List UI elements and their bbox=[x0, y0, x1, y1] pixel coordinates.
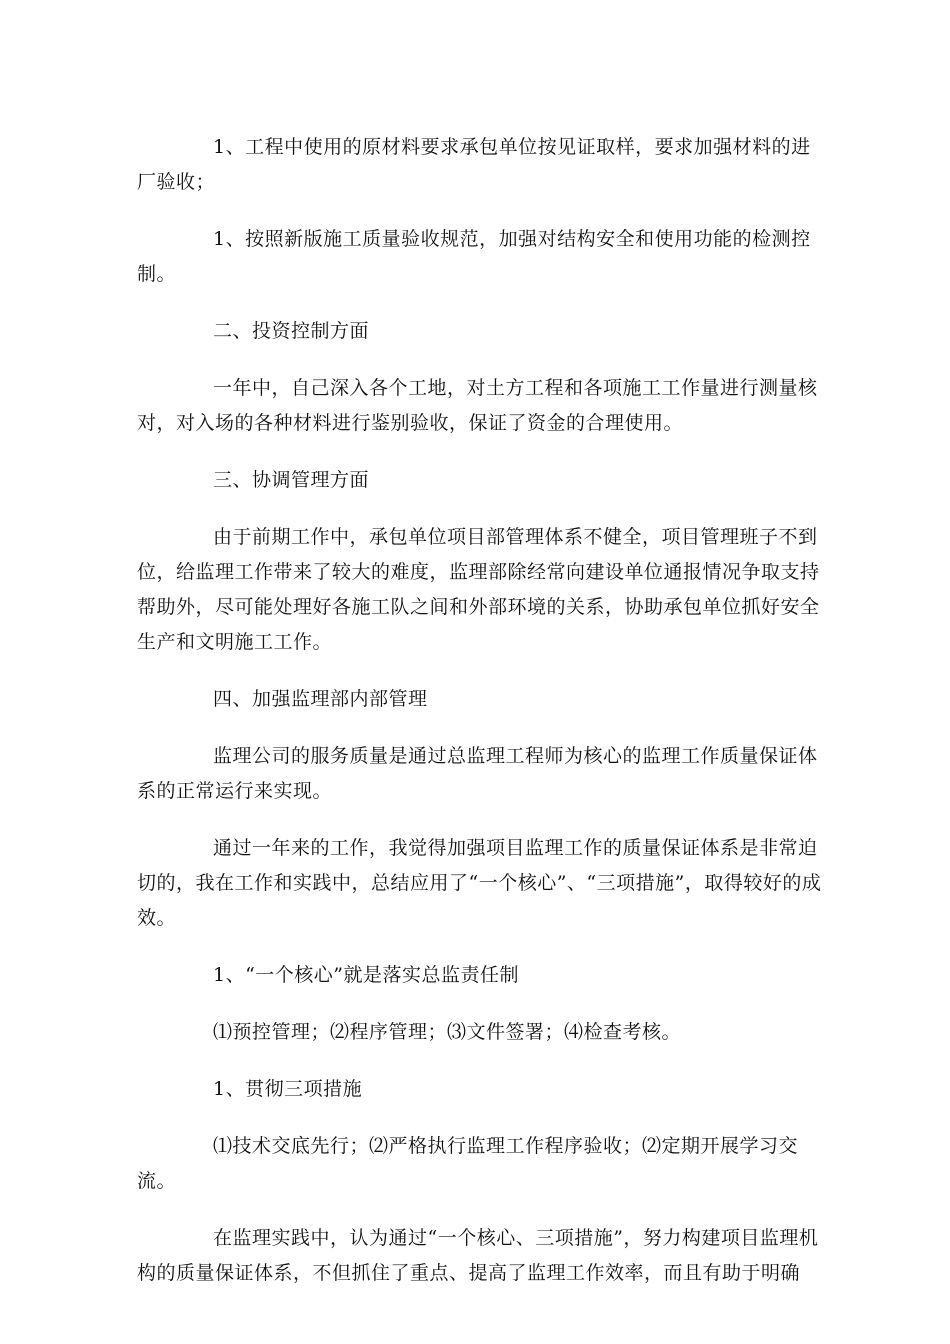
paragraph-service-quality: 监理公司的服务质量是通过总监理工程师为核心的监理工作质量保证体系的正常运行来实现。 bbox=[137, 745, 818, 802]
paragraph-coordination-management: 由于前期工作中，承包单位项目部管理体系不健全，项目管理班子不到位，给监理工作带来了较大的难度，监理部除经常向建设单位通报情况争取支持帮助外，尽可能处理好各施工队之间和外部环境的关系，协助承包单位抓好安全生产和文明施工工作。 bbox=[137, 526, 820, 653]
list-three-measures-items: ⑴技术交底先行；⑵严格执行监理工作程序验收；⑵定期开展学习交流。 bbox=[137, 1135, 799, 1192]
paragraph-investment-control: 一年中，自己深入各个工地，对土方工程和各项施工工作量进行测量核对，对入场的各种材料进行鉴别验收，保证了资金的合理使用。 bbox=[137, 377, 818, 434]
heading-internal-management: 四、加强监理部内部管理 bbox=[213, 688, 428, 710]
paragraph-quality-acceptance: 1、按照新版施工质量验收规范，加强对结构安全和使用功能的检测控制。 bbox=[137, 228, 811, 285]
document-body bbox=[137, 130, 827, 1313]
list-one-core-items: ⑴预控管理；⑵程序管理；⑶文件签署；⑷检查考核。 bbox=[213, 1021, 682, 1043]
paragraph-practice-summary: 在监理实践中，认为通过“一个核心、三项措施”，努力构建项目监理机构的质量保证体系，不但抓住了重点、提高了监理工作效率，而且有助于明确 bbox=[137, 1227, 819, 1284]
paragraph-one-core-three-measures: 通过一年来的工作，我觉得加强项目监理工作的质量保证体系是非常迫切的，我在工作和实践中，总结应用了“一个核心”、“三项措施”，取得较好的成效。 bbox=[137, 837, 822, 929]
heading-investment-control: 二、投资控制方面 bbox=[213, 320, 370, 342]
heading-three-measures: 1、贯彻三项措施 bbox=[213, 1078, 363, 1100]
paragraph-material-sampling: 1、工程中使用的原材料要求承包单位按见证取样，要求加强材料的进厂验收； bbox=[137, 136, 811, 193]
heading-coordination-management: 三、协调管理方面 bbox=[213, 469, 370, 491]
heading-one-core: 1、“一个核心”就是落实总监责任制 bbox=[213, 964, 520, 986]
